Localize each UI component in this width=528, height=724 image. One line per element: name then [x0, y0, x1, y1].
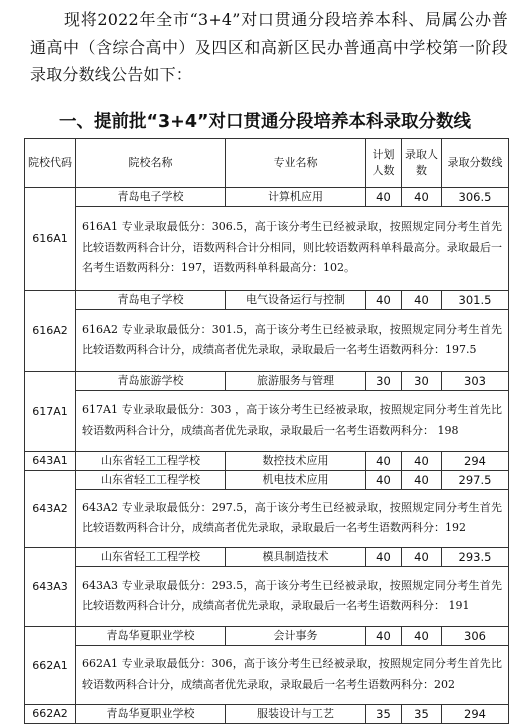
header-major: 专业名称	[226, 139, 366, 188]
cell-major: 电气设备运行与控制	[226, 291, 366, 310]
cell-admitted: 40	[402, 627, 442, 646]
cell-code: 616A2	[25, 291, 76, 372]
cell-score: 297.5	[442, 471, 509, 490]
cell-major: 服装设计与工艺	[226, 705, 366, 724]
cell-major: 模具制造技术	[226, 548, 366, 567]
cell-major: 数控技术应用	[226, 452, 366, 471]
cell-school: 青岛电子学校	[76, 188, 226, 207]
cell-admitted: 40	[402, 452, 442, 471]
cell-score: 303	[442, 372, 509, 391]
table-row	[25, 291, 509, 310]
cell-code: 662A1	[25, 627, 76, 705]
header-score: 录取分数线	[442, 139, 509, 188]
note-row	[25, 490, 509, 548]
header-code: 院校代码	[25, 139, 76, 188]
cell-code: 643A2	[25, 471, 76, 548]
cell-code: 662A2	[25, 705, 76, 724]
section-heading: 一、提前批“3+4”对口贯通分段培养本科录取分数线	[58, 112, 472, 132]
cell-note: 616A2 专业录取最低分：301.5，高于该分考生已经被录取，按照规定同分考生首先比较语数两科合计分，成绩高者优先录取，录取最后一名考生语数两科分：197.5	[76, 310, 509, 372]
table-row	[25, 188, 509, 207]
note-row	[25, 207, 509, 291]
cell-plan: 35	[366, 705, 402, 724]
cell-code: 617A1	[25, 372, 76, 452]
cell-major: 计算机应用	[226, 188, 366, 207]
cell-school: 青岛电子学校	[76, 291, 226, 310]
cell-admitted: 30	[402, 372, 442, 391]
cell-plan: 40	[366, 452, 402, 471]
header-school: 院校名称	[76, 139, 226, 188]
note-row	[25, 391, 509, 452]
cell-major: 旅游服务与管理	[226, 372, 366, 391]
cell-score: 306	[442, 627, 509, 646]
table-header-row	[25, 139, 509, 188]
cell-code: 643A3	[25, 548, 76, 627]
cell-admitted: 40	[402, 188, 442, 207]
cell-plan: 40	[366, 188, 402, 207]
cell-school: 青岛旅游学校	[76, 372, 226, 391]
cell-plan: 40	[366, 548, 402, 567]
cell-score: 293.5	[442, 548, 509, 567]
cell-school: 山东省轻工工程学校	[76, 548, 226, 567]
table-row	[25, 627, 509, 646]
cell-note: 643A2 专业录取最低分：297.5，高于该分考生已经被录取，按照规定同分考生首先比较语数两科合计分，成绩高者优先录取，录取最后一名考生语数两科分：192	[76, 490, 509, 548]
table-row	[25, 548, 509, 567]
table-row	[25, 471, 509, 490]
cell-note: 616A1 专业录取最低分：306.5，高于该分考生已经被录取，按照规定同分考生首先比较语数两科合计分，语数两科合计分相同，则比较语数两科单科最高分。录取最后一名考生语数两科分：197，语数两科单科最高分：102。	[76, 207, 509, 291]
header-admitted: 录取人数	[402, 139, 442, 188]
cell-school: 山东省轻工工程学校	[76, 452, 226, 471]
cell-score: 294	[442, 452, 509, 471]
cell-note: 617A1 专业录取最低分：303 ，高于该分考生已经被录取，按照规定同分考生首先比较语数两科合计分，成绩高者优先录取，录取最后一名考生语数两科分： 198	[76, 391, 509, 452]
note-row	[25, 310, 509, 372]
note-row	[25, 646, 509, 705]
cell-school: 山东省轻工工程学校	[76, 471, 226, 490]
cell-score: 294	[442, 705, 509, 724]
cell-admitted: 40	[402, 471, 442, 490]
cell-note: 662A1 专业录取最低分：306，高于该分考生已经被录取，按照规定同分考生首先比较语数两科合计分，成绩高者优先录取，录取最后一名考生语数两科分：202	[76, 646, 509, 705]
cell-admitted: 40	[402, 548, 442, 567]
cell-score: 301.5	[442, 291, 509, 310]
cell-school: 青岛华夏职业学校	[76, 627, 226, 646]
cell-school: 青岛华夏职业学校	[76, 705, 226, 724]
table-row	[25, 372, 509, 391]
cell-admitted: 35	[402, 705, 442, 724]
cell-admitted: 40	[402, 291, 442, 310]
cell-plan: 30	[366, 372, 402, 391]
cell-plan: 40	[366, 627, 402, 646]
admission-table	[24, 138, 509, 724]
cell-note: 643A3 专业录取最低分：293.5，高于该分考生已经被录取，按照规定同分考生首先比较语数两科合计分，成绩高者优先录取，录取最后一名考生语数两科分： 191	[76, 567, 509, 627]
note-row	[25, 567, 509, 627]
cell-plan: 40	[366, 471, 402, 490]
header-plan: 计划人数	[366, 139, 402, 188]
cell-major: 会计事务	[226, 627, 366, 646]
cell-code: 643A1	[25, 452, 76, 471]
intro-paragraph: 现将2022年全市“3+4”对口贯通分段培养本科、局属公办普通高中（含综合高中）及四区和高新区民办普通高中学校第一阶段录取分数线公告如下：	[30, 10, 508, 84]
cell-plan: 40	[366, 291, 402, 310]
cell-code: 616A1	[25, 188, 76, 291]
table-row	[25, 705, 509, 724]
cell-score: 306.5	[442, 188, 509, 207]
table-row	[25, 452, 509, 471]
cell-major: 机电技术应用	[226, 471, 366, 490]
